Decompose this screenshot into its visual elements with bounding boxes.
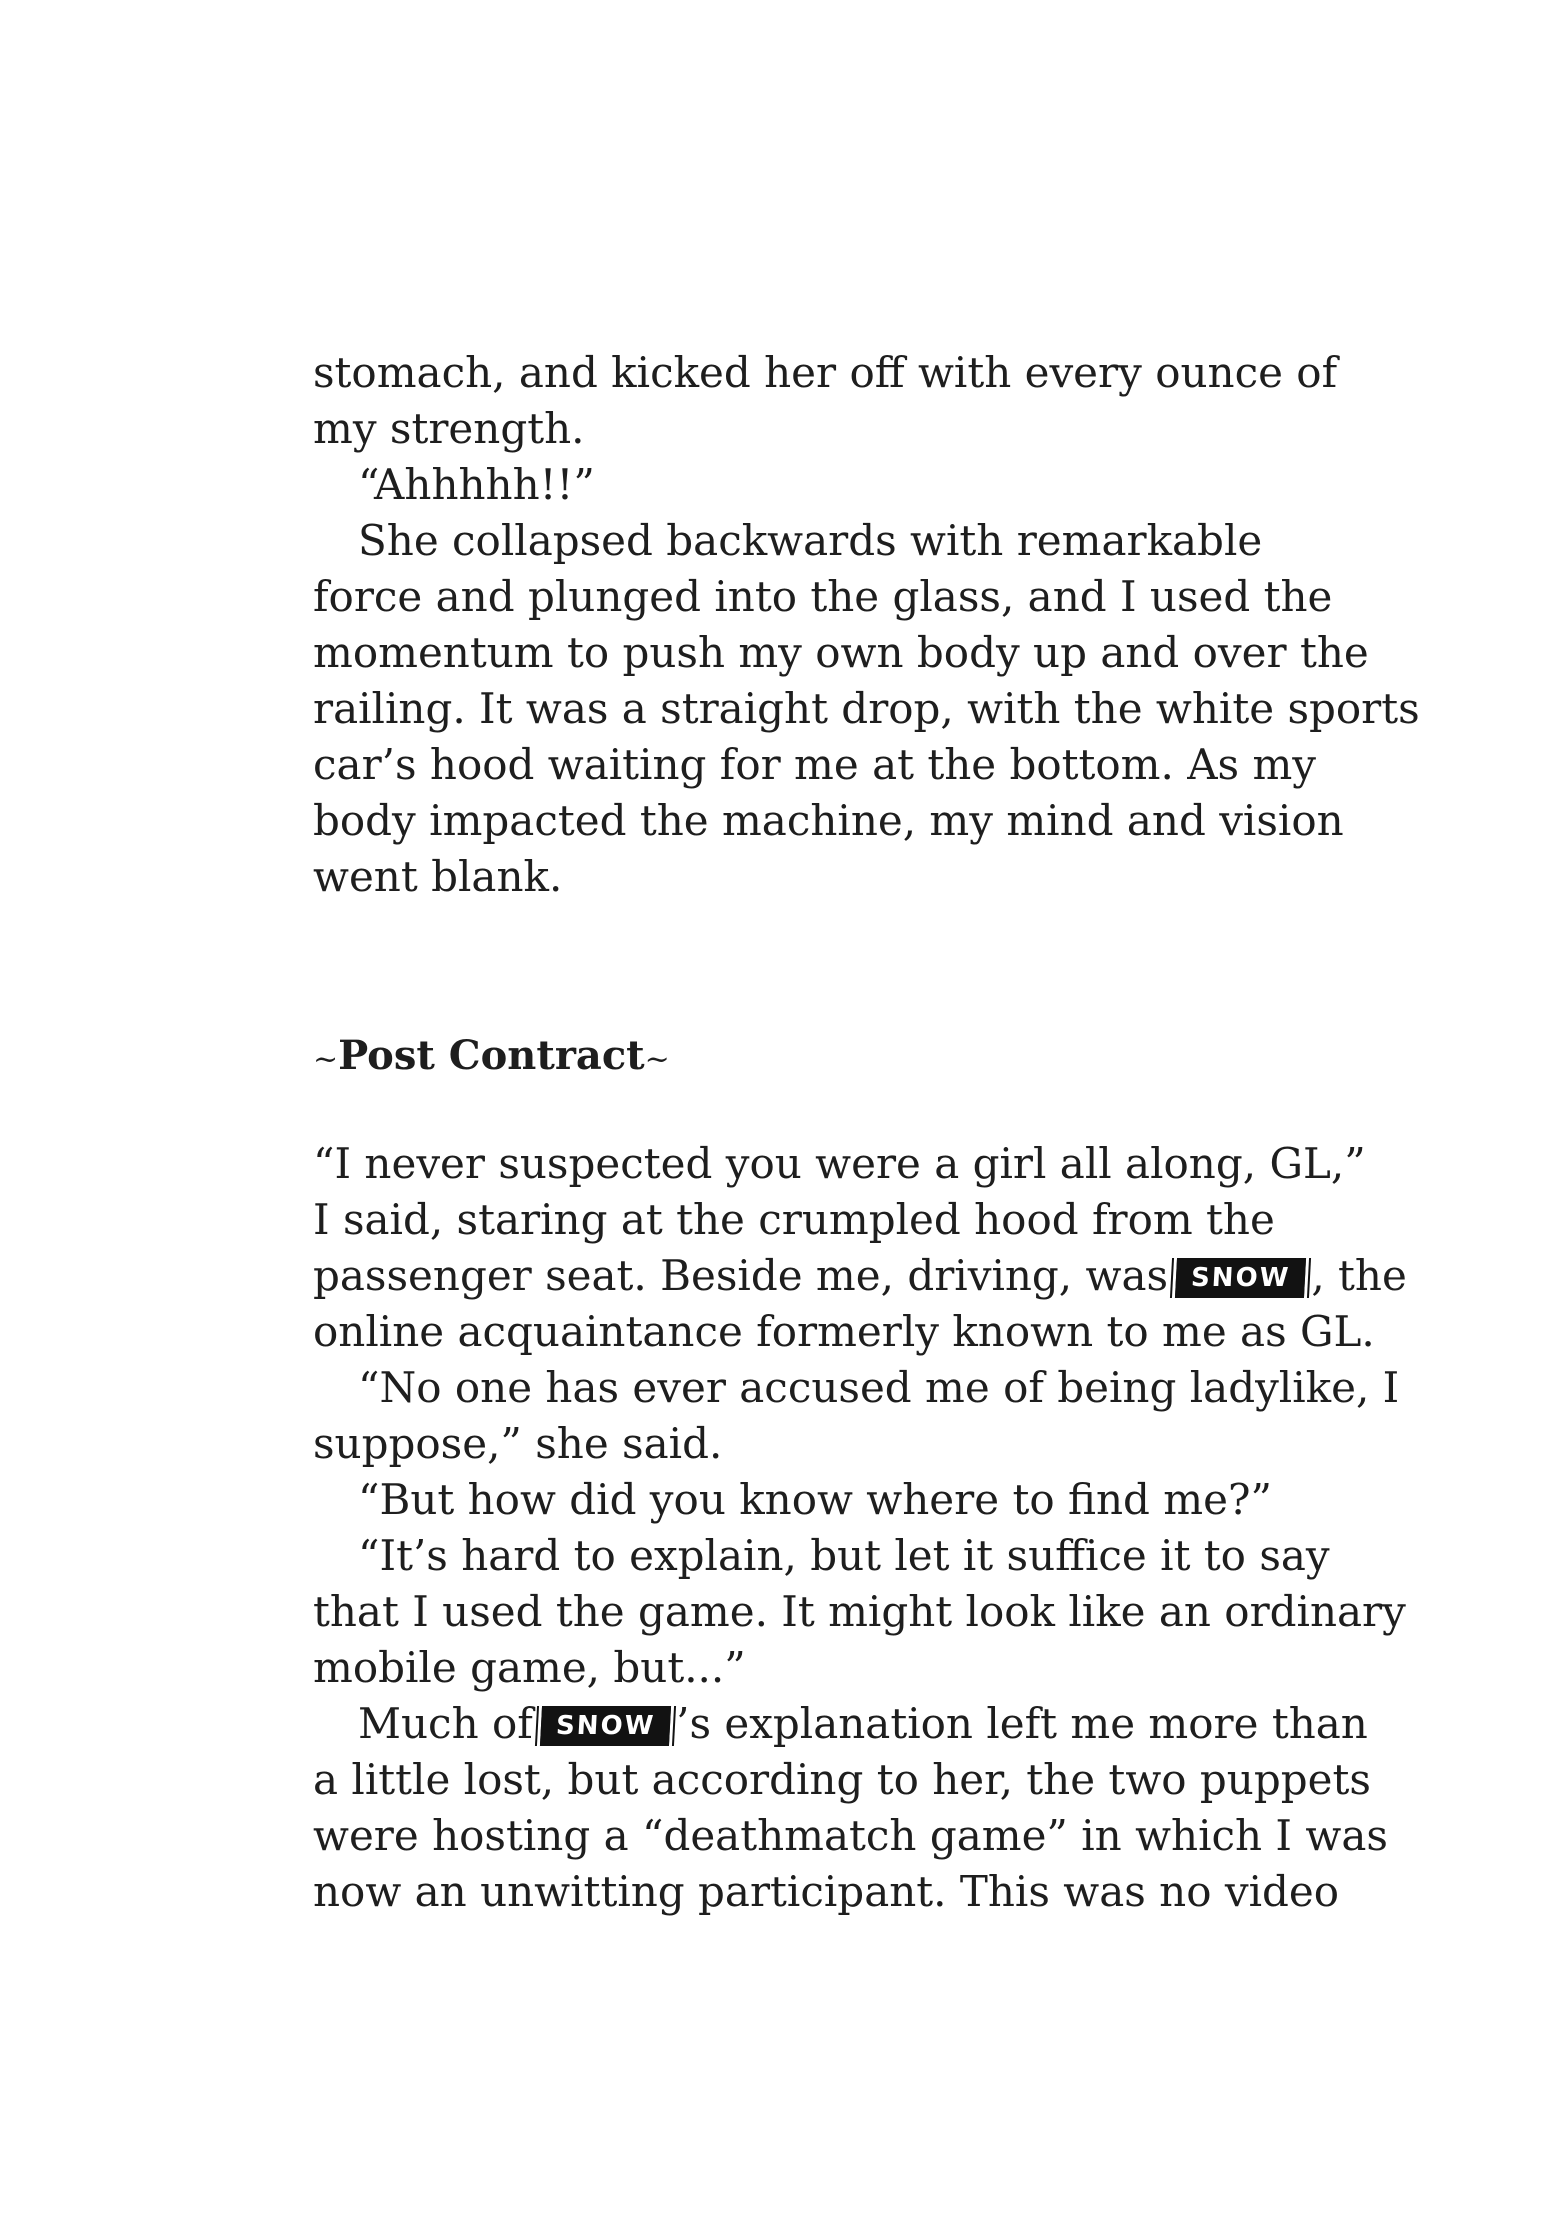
text-fragment: Much of: [358, 1699, 533, 1748]
text-line: “Ahhhhh!!”: [358, 460, 595, 509]
text-line: car’s hood waiting for me at the bottom. As my: [313, 740, 1316, 789]
text-line: online acquaintance formerly known to me as GL.: [313, 1307, 1375, 1356]
text-line: [313, 1248, 1407, 1304]
text-fragment: , the: [1311, 1251, 1407, 1300]
section-heading: [313, 1028, 670, 1088]
text-line: I said, staring at the crumpled hood from the: [313, 1195, 1275, 1244]
censored-name-label: SNOW: [1175, 1258, 1306, 1298]
text-fragment: passenger seat. Beside me, driving, was: [313, 1251, 1169, 1300]
text-line: my strength.: [313, 404, 585, 453]
text-line: momentum to push my own body up and over the: [313, 628, 1369, 677]
text-line: were hosting a “deathmatch game” in which I was: [313, 1811, 1388, 1860]
paragraph-block-1: [313, 345, 1420, 905]
text-line: a little lost, but according to her, the two puppets: [313, 1755, 1371, 1804]
text-line: “It’s hard to explain, but let it suffice it to say: [358, 1531, 1330, 1580]
text-line: She collapsed backwards with remarkable: [358, 516, 1263, 565]
text-line: now an unwitting participant. This was no video: [313, 1867, 1340, 1916]
text-line: went blank.: [313, 852, 563, 901]
text-line: that I used the game. It might look like an ordinary: [313, 1587, 1406, 1636]
text-line: suppose,” she said.: [313, 1419, 723, 1468]
text-line: “I never suspected you were a girl all along, GL,”: [313, 1139, 1366, 1188]
text-line: “But how did you know where to find me?”: [358, 1475, 1272, 1524]
heading-title: Post Contract: [338, 1032, 645, 1079]
paragraph-block-2: [313, 1136, 1407, 1920]
heading-tilde-right: ~: [644, 1042, 670, 1077]
text-fragment: ’s explanation left me more than: [676, 1699, 1368, 1748]
text-line: force and plunged into the glass, and I used the: [313, 572, 1333, 621]
text-line: stomach, and kicked her off with every ounce of: [313, 348, 1338, 397]
heading-tilde-left: ~: [313, 1042, 339, 1077]
text-line: [313, 1696, 1368, 1752]
text-line: “No one has ever accused me of being ladylike, I: [358, 1363, 1400, 1412]
text-line: mobile game, but...”: [313, 1643, 746, 1692]
text-line: body impacted the machine, my mind and vision: [313, 796, 1344, 845]
text-line: railing. It was a straight drop, with the white sports: [313, 684, 1420, 733]
censored-name-label: SNOW: [540, 1706, 671, 1746]
